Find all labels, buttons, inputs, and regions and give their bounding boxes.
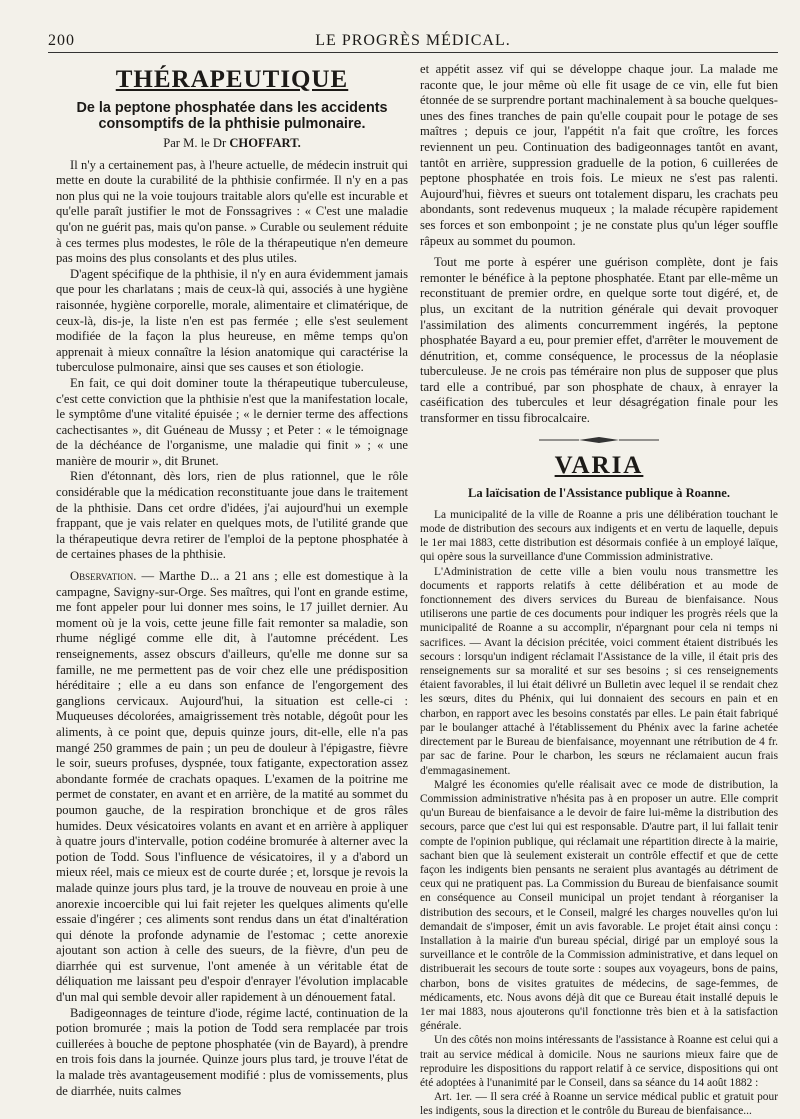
- paragraph: D'agent spécifique de la phthisie, il n'y en aura évidemment jamais que pour les charlatans ; mais de ceux-là qui, associés à une hygiène raisonnée, hygiène corporelle, morale, alimentaire et climatérique, de ceux-là, dis-je, la liste n'en est pas fermée ; elle s'est seulement modifiée de la façon la plus heureuse, en même temps qu'on apprenait à mieux connaître la lésion anatomique qui caractérise la tuberculose pulmonaire, ainsi que ses causes et son étiologie.: [56, 266, 408, 375]
- journal-title: LE PROGRÈS MÉDICAL.: [315, 32, 511, 49]
- running-header: [48, 30, 778, 53]
- section-divider: [420, 433, 778, 449]
- paragraph: Un des côtés non moins intéressants de l'assistance à Roanne est celui qui a trait au service médical à domicile. Nous ne saurions mieux faire que de reproduire les dispositions du rapport relatif à ce service, dispositions qui ont été adoptées à l'unanimité par le Conseil, dans sa séance du 14 août 1882 :: [420, 1034, 778, 1089]
- paragraph: En fait, ce qui doit dominer toute la thérapeutique tuberculeuse, c'est cette conviction que la phthisie n'est que la manifestation locale, le symptôme d'une vitalité épuisée ; « le dernier terme des affections cachectisantes », dit Guéneau de Mussy ; et Peter : « le témoignage de la déchéance de l'organisme, une maladie qui finit » ; « une manière de mourir », dit Brunet.: [56, 375, 408, 468]
- section-title-therapeutique: THÉRAPEUTIQUE: [115, 66, 349, 93]
- observation-text: — Marthe D... a 21 ans ; elle est domestique à la campagne, Savigny-sur-Orge. Ses maîtres, qui l'ont en grande estime, me font appeler pour lui donner mes soins, le 17 juillet dernier. Au moment où je la vois, cette jeune fille fait remonter sa maladie, son rhume négligé comme elle dit, à l'automne précédent. Les renseignements, assez obscurs d'ailleurs, qu'elle me donne sur sa famille, ne me permettent pas de voir chez elle une prédisposition héréditaire ; elle a eu dans son enfance de l'engorgement des ganglions cervicaux. Aujourd'hui, la situation est celle-ci : Muqueuses décolorées, amaigrissement très notable, dégoût pour les aliments, à ce point que, depuis quinze jours, dit-elle, elle n'a pas mangé 250 grammes de pain ; un peu de douleur à l'épigastre, fièvre le soir, sueurs profuses, dyspnée, toux fatigante, expectoration assez abondante formée de crachats opaques. L'examen de la poitrine me permet de constater, en avant et en arrière, de la matité au sommet du poumon gauche, de la respiration bronchique et de gros râles humides. Deux vésicatoires volants en avant et en arrière à appliquer à quatre jours d'intervalle, potion codéine bromurée à alterner avec la potion de Todd. Sous l'influence de vésicatoires, il y a d'abord un mieux réel, mais ce mieux est de courte durée ; et, lorsque je revois la malade quinze jours plus tard, je la trouve de nouveau en proie à une anorexie incoercible qui lui fait rejeter les quelques aliments qu'elle essaie d'ingérer ; ces aliments sont rendus dans un état d'inaltération qui dénote la profonde adynamie de l'estomac ; cette anorexie ajoutant son action à celle des sueurs, de la fièvre, d'un peu de diarrhée qui est survenue, l'ont amenée à un véritable état de déliquation me laissant peu d'espoir d'enrayer l'évolution implacable d'un mal qui semble devoir aller rapidement à un dénouement fatal.: [56, 569, 408, 1005]
- paragraph: Badigeonnages de teinture d'iode, régime lacté, continuation de la potion bromurée ; mais la potion de Todd sera remplacée par trois cuillerées à bouche de peptone phosphatée (vin de Bayard), à prendre en trois fois dans la journée. Quinze jours plus tard, je trouve l'état de la malade très avantageusement modifié : plus de vomissements, plus de diarrhée, nuits calmes: [56, 1005, 408, 1098]
- byline-prefix: Par M. le Dr: [163, 136, 227, 150]
- right-column: [420, 62, 778, 1119]
- ornament-divider-icon: [539, 436, 659, 444]
- paragraph: Malgré les économies qu'elle réalisait avec ce mode de distribution, la Commission administrative n'hésita pas à en proposer un autre. Elle comprit qu'un Bureau de bienfaisance a le devoir de faire lui-même la distribution des secours, parce que c'est lui qui est responsable. D'autre part, il lui fallait tenir compte de l'opinion publique, qui réclamait une répartition directe à la mairie, sachant bien que là seulement existerait un contrôle effectif et que de cette façon les indigents bien pensants ne seraient plus avantagés au détriment de ceux qui ne pratiquent pas. La Commission du Bureau de bienfaisance soumit en conséquence au Conseil municipal un projet tendant à réorganiser la distribution des secours, et le Conseil, malgré les charges nouvelles qu'on lui demandait de s'imposer, émit un avis favorable. Le projet était ainsi conçu : Installation à la mairie d'un bureau spécial, dirigé par un employé sous la surveillance et le contrôle de la Commission administrative, et dans lequel on distribuerait les secours de toute sorte : soupes aux voyageurs, bons de pains, charbon, bons de visites gratuites de médecins, de sage-femmes, de médicaments, etc. Nous avons déjà dit que ce Bureau était installé depuis le 1er mai 1883, nous ajouterons qu'il fonctionne très bien et à la satisfaction générale.: [420, 778, 778, 1033]
- paragraph: L'Administration de cette ville a bien voulu nous transmettre les documents et rapports relatifs à cette délibération et au mode de fonctionnement des divers services du Bureau de bienfaisance. Nous utiliserons une partie de ces documents pour indiquer les progrès réels que la municipalité de Roanne a su accomplir, n'épargnant pour cela ni temps ni sacrifices. — Avant la décision précitée, voici comment étaient distribués les secours : lorsqu'un indigent réclamait l'Assistance de la ville, il était pris des renseignements sur sa moralité et sur ses besoins ; si ces renseignements étaient favorables, il lui était délivré un Bulletin avec lequel il se rendait chez les sœurs, dites du Phénix, qui lui donnaient des secours en pain et en charbon, en rapport avec les besoins constatés par elles. Le pain était fabriqué par le boulanger attaché à l'établissement du Phénix avec la farine achetée directement par le Bureau de bienfaisance, moyennant une rétribution de 4 fr. par sac de farine. Pour le charbon, les sœurs ne réclamaient aucun frais d'emmagasinement.: [420, 565, 778, 777]
- observation-paragraph: [56, 569, 408, 1006]
- author-name: CHOFFART.: [229, 136, 301, 150]
- paragraph: Il n'y a certainement pas, à l'heure actuelle, de médecin instruit qui mette en doute la curabilité de la phthisie confirmée. Il n'y en a pas non plus qui ne la voie toujours traitable alors qu'elle est incurable et qu'elle paraît justifier le mot de Fonssagrives : « C'est une maladie qu'on ne guérit pas, mais qu'on panse. » Curable ou seulement réduite à ces termes plus modestes, le rôle de la thérapeutique n'en demeure pas moins des plus consolants et des plus utiles.: [56, 157, 408, 266]
- paragraph: La municipalité de la ville de Roanne a pris une délibération touchant le mode de distribution des secours aux indigents et en vertu de laquelle, depuis le 1er mai 1883, cette distribution est désormais confiée à un employé laïque, qui opère sous la surveillance d'une Commission administrative.: [420, 508, 778, 564]
- byline: [56, 136, 408, 152]
- page-number: 200: [48, 32, 75, 49]
- varia-subtitle: La laïcisation de l'Assistance publique à Roanne.: [467, 486, 731, 501]
- paragraph: Art. 1er. — Il sera créé à Roanne un service médical public et gratuit pour les indigents, sous la direction et le contrôle du Bureau de bienfaisance...: [420, 1091, 778, 1118]
- paragraph: Tout me porte à espérer une guérison complète, dont je fais remonter le bénéfice à la peptone phosphatée. Etant par elle-même un reconstituant de premier ordre, en quelque sorte tout digéré, et, de plus, un excitant de la nutrition générale qui devait provoquer l'assimilation des aliments concurremment ingérés, la peptone phosphatée Bayard a eu, pour premier effet, d'arrêter le mouvement de dénutrition, et, comme conséquence, le processus de la néoplasie tuberculeuse. Je ne crois pas téméraire non plus de supposer que plus tard elle a contribué, par son phosphate de chaux, à enrayer la caséification des tubercules et leur désagrégation finale pour les transformer en tissu fibrocalcaire.: [420, 255, 778, 426]
- section-title-varia: VARIA: [554, 452, 644, 480]
- varia-body: [420, 508, 778, 1119]
- paragraph: Rien d'étonnant, dès lors, rien de plus rationnel, que le rôle considérable que la médication reconstituante joue dans le traitement de la phthisie. Dans cet ordre d'idées, j'ai aujourd'hui un exemple frappant, que je vais relater en quelques mots, de l'utilité grande que la thérapeutique devra retirer de l'emploi de la peptone phosphatée à de certaines phases de la phthisie.: [56, 469, 408, 562]
- observation-label: Observation.: [70, 569, 137, 584]
- paragraph-continued: et appétit assez vif qui se développe chaque jour. La malade me raconte que, le jour même où elle fit usage de ce vin, elle fut bien étonnée de se surprendre portant machinalement à sa bouche quelques-unes des fines tranches de pain qu'elle coupait pour le potage de ses maîtres ; depuis ce jour, l'appétit n'a fait que croître, les forces reviennent un peu. Continuation des badigeonnages tantôt en avant, tantôt en arrière, suppression graduelle de la potion, 6 cuillerées de peptone phosphatée en trois fois. Le mieux ne s'est pas ralenti. Aujourd'hui, fièvres et sueurs ont totalement disparu, les crachats peu abondants, sont redevenus muqueux ; la malade récupère rapidement ses forces et son embonpoint ; je ne constate plus qu'un léger souffle râpeux au sommet du poumon.: [420, 62, 778, 248]
- left-column: [56, 62, 408, 1099]
- article-title: De la peptone phosphatée dans les accidents consomptifs de la phthisie pulmonaire.: [76, 100, 388, 132]
